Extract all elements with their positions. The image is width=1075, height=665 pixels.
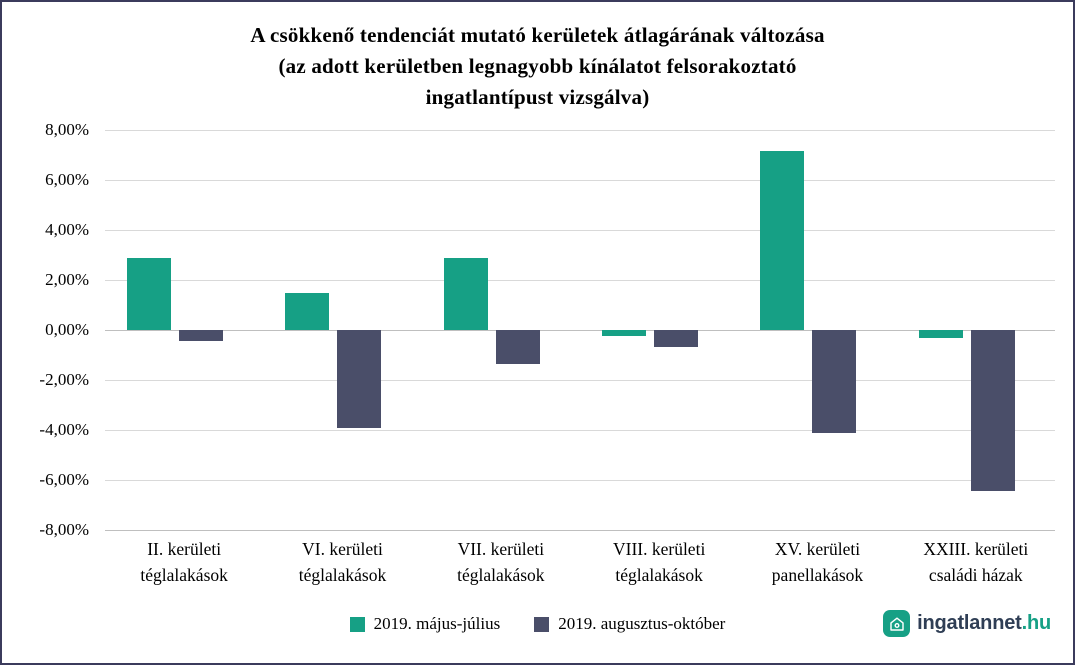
- bar-group: [580, 130, 738, 530]
- y-tick-label: 8,00%: [45, 120, 89, 139]
- bar-group: [422, 130, 580, 530]
- legend-label: 2019. augusztus-október: [558, 614, 726, 633]
- x-tick-label: [580, 536, 738, 598]
- bar-series-container: [105, 130, 1055, 530]
- legend-label: 2019. május-július: [373, 614, 501, 633]
- x-tick-label: [263, 536, 421, 598]
- x-tick-label: [897, 536, 1055, 598]
- x-tick-line-1: XV. kerületi: [774, 539, 861, 559]
- y-tick-label: -4,00%: [39, 420, 89, 439]
- plot-canvas: [105, 130, 1055, 530]
- x-tick-line-1: II. kerületi: [147, 539, 222, 559]
- x-tick-line-2: téglalakások: [140, 565, 228, 585]
- bar-series1: [444, 258, 488, 330]
- bar-group: [105, 130, 263, 530]
- legend-swatch-icon: [534, 617, 549, 632]
- bar-group: [897, 130, 1055, 530]
- x-tick-line-2: téglalakások: [298, 565, 387, 585]
- plot-area: [2, 120, 1073, 539]
- y-tick-label: -2,00%: [39, 370, 89, 389]
- y-tick-label: -8,00%: [39, 520, 89, 539]
- legend-item-series2: [534, 614, 725, 634]
- x-axis: [105, 536, 1055, 598]
- bar-series2: [337, 330, 381, 428]
- bar-series2: [179, 330, 223, 341]
- x-tick-label: [738, 536, 896, 598]
- bar-series2: [496, 330, 540, 364]
- y-axis: [2, 120, 97, 539]
- x-tick-line-2: téglalakások: [615, 565, 703, 585]
- logo-name: ingatlannet: [917, 612, 1022, 634]
- bar-series1: [127, 258, 171, 331]
- bar-series1: [285, 293, 329, 330]
- title-line-3: ingatlantípust vizsgálva): [425, 85, 650, 109]
- logo-wordmark: [917, 612, 1051, 635]
- x-tick-line-1: XXIII. kerületi: [923, 539, 1029, 559]
- x-tick-label: [422, 536, 580, 598]
- bar-series1: [602, 330, 646, 336]
- ingatlannet-logo: [883, 610, 1051, 637]
- y-tick-label: 0,00%: [45, 320, 89, 339]
- y-tick-label: 2,00%: [45, 270, 89, 289]
- house-icon: [883, 610, 910, 637]
- bar-series2: [812, 330, 856, 433]
- y-tick-label: -6,00%: [39, 470, 89, 489]
- x-tick-line-2: téglalakások: [457, 565, 545, 585]
- x-tick-label: [105, 536, 263, 598]
- legend-item-series1: [350, 614, 501, 634]
- x-tick-line-1: VIII. kerületi: [612, 539, 706, 559]
- bar-series2: [971, 330, 1015, 491]
- title-line-2: (az adott kerületben legnagyobb kínálatot felsorakoztató: [278, 54, 797, 78]
- logo-tld: .hu: [1021, 612, 1051, 634]
- bar-group: [738, 130, 896, 530]
- x-tick-line-1: VI. kerületi: [302, 539, 383, 559]
- x-tick-line-2: panellakások: [771, 565, 864, 585]
- axis-bottom-line: [105, 530, 1055, 531]
- legend-swatch-icon: [350, 617, 365, 632]
- bar-series1: [760, 151, 804, 330]
- bar-series1: [919, 330, 963, 338]
- bar-group: [263, 130, 421, 530]
- page-title: [2, 20, 1073, 113]
- y-tick-label: 6,00%: [45, 170, 89, 189]
- x-tick-line-2: családi házak: [928, 565, 1023, 585]
- title-line-1: A csökkenő tendenciát mutató kerületek átlagárának változása: [250, 23, 825, 47]
- x-tick-line-1: VII. kerületi: [457, 539, 545, 559]
- bar-series2: [654, 330, 698, 347]
- y-tick-label: 4,00%: [45, 220, 89, 239]
